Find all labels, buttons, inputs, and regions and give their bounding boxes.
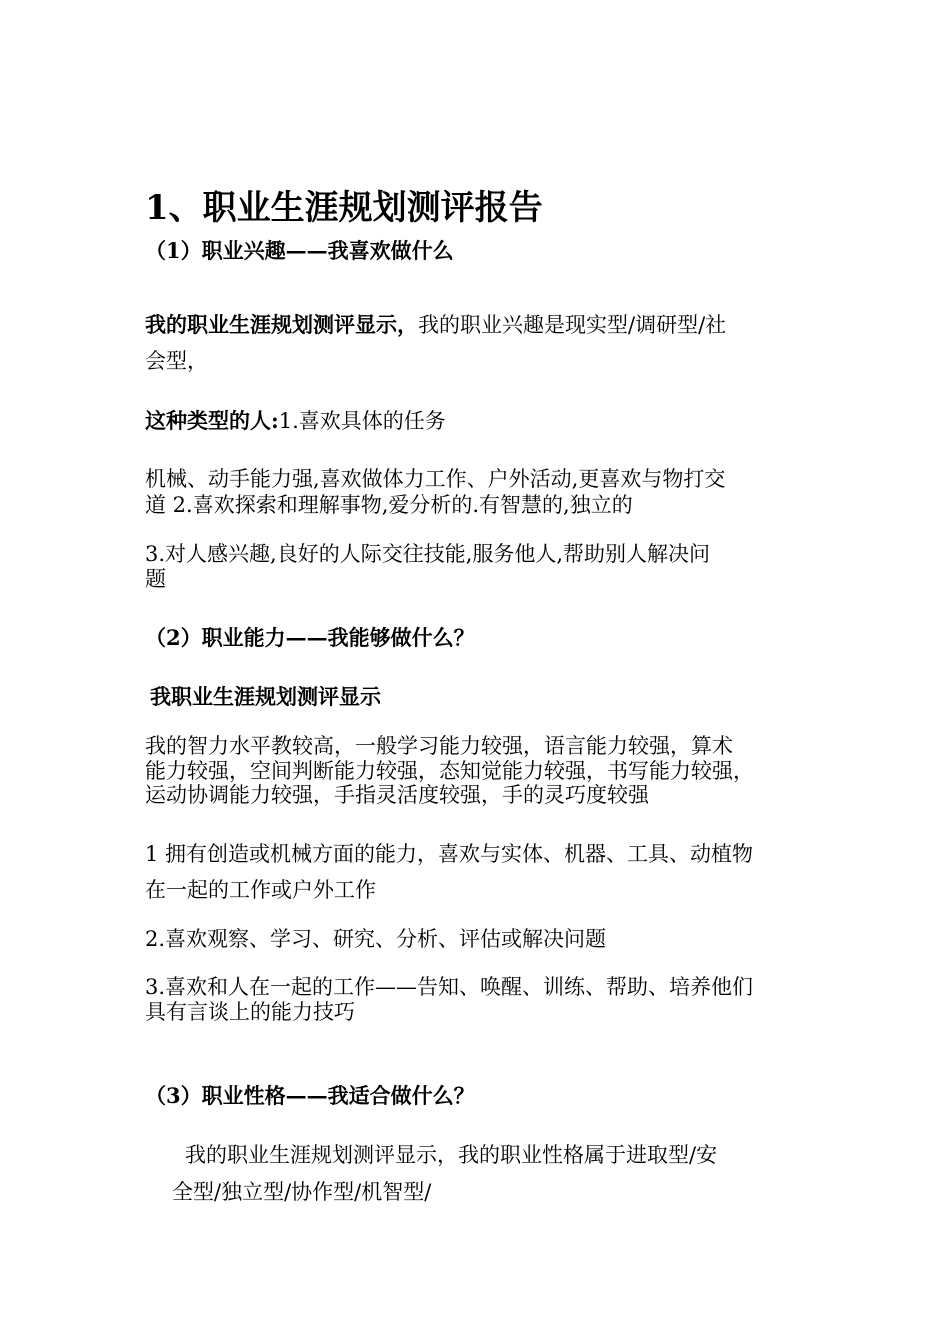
section-3-paragraph-1-line-1: 我的职业生涯规划测评显示，我的职业性格属于进取型/安: [185, 1143, 718, 1167]
section-1-p1-bold: 我的职业生涯规划测评显示，: [145, 312, 418, 337]
section-1-paragraph-1-line-1: [145, 309, 726, 339]
section-3-paragraph-1-line-2: 全型/独立型/协作型/机智型/: [172, 1180, 432, 1204]
section-2-paragraph-1-line-1: 我的智力水平教较高，一般学习能力较强，语言能力较强，算术: [145, 734, 733, 758]
section-1-paragraph-4-line-2: 题: [145, 567, 166, 591]
section-2-paragraph-3: 2.喜欢观察、学习、研究、分析、评估或解决问题: [145, 927, 607, 951]
section-1-paragraph-3-line-1: 机械、动手能力强,喜欢做体力工作、户外活动,更喜欢与物打交: [145, 467, 726, 491]
section-1-p1-rest: 我的职业兴趣是现实型/调研型/社: [418, 313, 727, 337]
section-2-paragraph-1-line-3: 运动协调能力较强，手指灵活度较强，手的灵巧度较强: [145, 783, 649, 807]
section-2-paragraph-2-line-2: 在一起的工作或户外工作: [145, 878, 376, 902]
section-1-p2-rest: 1.喜欢具体的任务: [278, 409, 446, 433]
section-1-paragraph-3-line-2: 道 2.喜欢探索和理解事物,爱分析的.有智慧的,独立的: [145, 493, 633, 517]
section-1-p2-bold: 这种类型的人:: [145, 408, 279, 433]
section-2-paragraph-1-line-2: 能力较强，空间判断能力较强，态知觉能力较强，书写能力较强，: [145, 759, 754, 783]
section-2-paragraph-4-line-1: 3.喜欢和人在一起的工作——告知、唤醒、训练、帮助、培养他们: [145, 975, 754, 999]
section-1-paragraph-2: [145, 405, 446, 435]
section-2-paragraph-2-line-1: 1 拥有创造或机械方面的能力，喜欢与实体、机器、工具、动植物: [145, 842, 754, 866]
section-3-heading: （3）职业性格——我适合做什么？: [145, 1083, 475, 1108]
section-2-subheading: 我职业生涯规划测评显示: [150, 684, 381, 709]
section-1-paragraph-1-line-2: 会型，: [145, 349, 208, 373]
section-1-paragraph-4-line-1: 3.对人感兴趣,良好的人际交往技能,服务他人,帮助别人解决问: [145, 542, 711, 566]
section-2-heading: （2）职业能力——我能够做什么？: [145, 625, 475, 650]
page-title: 1、职业生涯规划测评报告: [145, 188, 543, 228]
section-2-paragraph-4-line-2: 具有言谈上的能力技巧: [145, 1000, 355, 1024]
section-1-heading: （1）职业兴趣——我喜欢做什么: [145, 238, 454, 263]
